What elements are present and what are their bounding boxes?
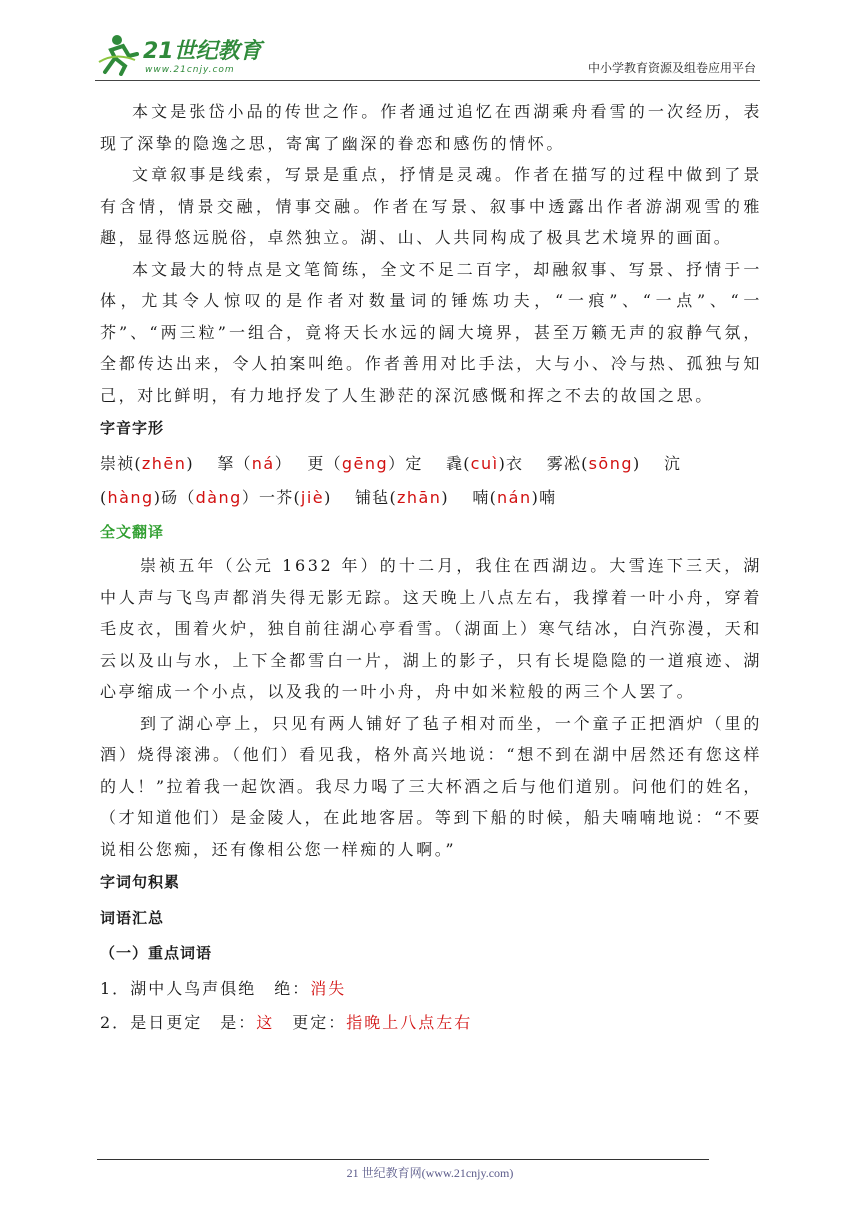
svg-text:21世纪教育: 21世纪教育 — [143, 39, 262, 64]
pron-item: (jiè) — [293, 487, 332, 507]
page-footer[interactable]: 21 世纪教育网(www.21cnjy.com) — [346, 1166, 514, 1180]
section-heading-pronunciation: 字音字形 — [100, 419, 165, 437]
site-logo[interactable] — [95, 32, 265, 76]
pron-item: 沆 — [663, 453, 682, 473]
summary-paragraph-1: 本文是张岱小品的传世之作。作者通过追忆在西湖乘舟看雪的一次经历，表现了深挚的隐逸之思，寄寓了幽深的眷恋和感伤的情怀。 — [100, 102, 762, 153]
translation-paragraph-1: 崇祯五年（公元 1632 年）的十二月，我住在西湖边。大雪连下三天，湖中人声与飞鸟声都消失得无影无踪。这天晚上八点左右，我撑着一叶小舟，穿着毛皮衣，围着火炉，独自前往湖心亭看雪。（湖面上）寒气结冰，白汽弥漫，天和云以及山与水，上下全都雪白一片，湖上的影子，只有长堤隐隐的一道痕迹、湖心亭缩成一个小点，以及我的一叶小舟，舟中如米粒般的两三个人罢了。 — [100, 556, 762, 701]
document-body — [100, 96, 762, 1041]
footer-divider — [97, 1159, 709, 1160]
pron-item: 拏（ná） — [217, 453, 292, 473]
pron-item: 毳(cuì)衣 — [446, 453, 524, 473]
pron-item: 更（gēng）定 — [307, 453, 423, 473]
pron-item: (hàng)砀 — [100, 487, 179, 507]
vocab-item: 1．湖中人鸟声俱绝 绝：消失 — [100, 978, 347, 998]
summary-paragraph-3: 本文最大的特点是文笔简练，全文不足二百字，却融叙事、写景、抒情于一体，尤其令人惊叹的是作者对数量词的锤炼功夫，“一痕”、“一点”、“一芥”、“两三粒”一组合，竟将天长水远的阔大境界，甚至万籁无声的寂静气氛，全都传达出来，令人拍案叫绝。作者善用对比手法，大与小、冷与热、孤独与知己，对比鲜明，有力地抒发了人生渺茫的深沉感慨和挥之不去的故国之思。 — [100, 259, 762, 405]
pron-item: 崇祯(zhēn) — [100, 453, 194, 473]
summary-paragraph-2: 文章叙事是线索，写景是重点，抒情是灵魂。作者在描写的过程中做到了景有含情，情景交融，情事交融。作者在写景、叙事中透露出作者游湖观雪的雅趣，显得悠远脱俗，卓然独立。湖、山、人共同构成了极具艺术境界的画面。 — [100, 165, 762, 247]
pron-item: （dàng）一芥 — [178, 487, 294, 507]
pron-item: 铺毡(zhān) — [355, 487, 449, 507]
pron-item: 喃(nán)喃 — [472, 487, 557, 507]
page-header — [95, 28, 760, 81]
section-heading-accumulation: 字词句积累 — [100, 873, 181, 891]
pron-item: 雾凇(sōng) — [546, 453, 641, 473]
group-title-key-words: （一）重点词语 — [100, 944, 213, 962]
runner-logo-icon — [95, 32, 265, 76]
vocab-item: 2．是日更定 是：这 更定：指晚上八点左右 — [100, 1013, 473, 1032]
subheading-vocabulary: 词语汇总 — [100, 908, 165, 927]
platform-name: 中小学教育资源及组卷应用平台 — [587, 61, 756, 75]
section-heading-translation: 全文翻译 — [100, 522, 165, 541]
pronunciation-list — [100, 447, 762, 515]
svg-text:www.21cnjy.com: www.21cnjy.com — [145, 65, 235, 75]
translation-paragraph-2: 到了湖心亭上，只见有两人铺好了毡子相对而坐，一个童子正把酒炉（里的酒）烧得滚沸。（他们）看见我，格外高兴地说：“想不到在湖中居然还有您这样的人！”拉着我一起饮酒。我尽力喝了三大杯酒之后与他们道别。问他们的姓名，（才知道他们）是金陵人，在此地客居。等到下船的时候，船夫喃喃地说：“不要说相公您痴，还有像相公您一样痴的人啊。” — [100, 713, 762, 859]
